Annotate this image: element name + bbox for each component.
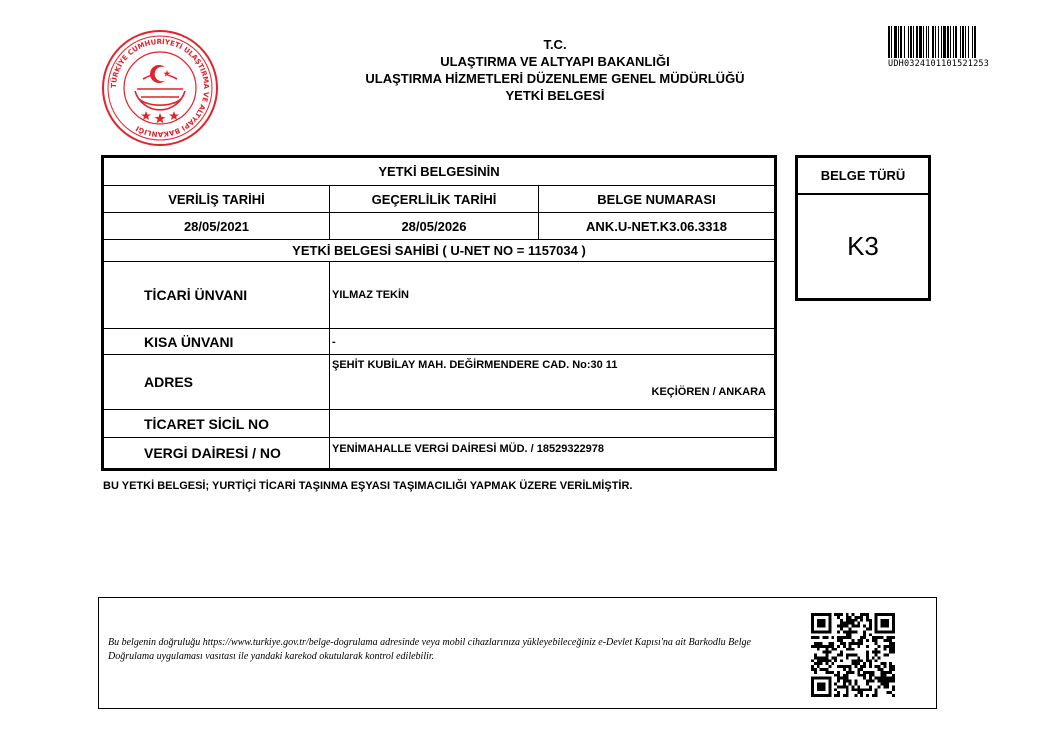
header-line-directorate: ULAŞTIRMA HİZMETLERİ DÜZENLEME GENEL MÜDÜRLÜĞÜ xyxy=(365,71,745,86)
table-header-row xyxy=(104,186,774,213)
header-line-ministry: ULAŞTIRMA VE ALTYAPI BAKANLIĞI xyxy=(440,54,670,69)
tax-label: VERGİ DAİRESİ / NO xyxy=(104,438,330,468)
short-name-label: KISA ÜNVANI xyxy=(104,329,330,354)
seal-ring-text: TÜRKİYE CUMHURİYETİ ULAŞTIRMA VE ALTYAPI BAKANLIĞI xyxy=(109,37,211,139)
short-name-value: - xyxy=(332,335,336,348)
tax-value: YENİMAHALLE VERGİ DAİRESİ MÜD. / 18529322978 xyxy=(332,443,605,455)
barcode-bars-icon xyxy=(888,26,1016,58)
crescent-star-icon xyxy=(150,65,171,83)
trade-name-row xyxy=(104,262,774,329)
address-label: ADRES xyxy=(104,355,330,409)
validity-date-value: 28/05/2026 xyxy=(330,213,539,239)
certificate-table xyxy=(101,155,777,471)
holder-heading: YETKİ BELGESİ SAHİBİ ( U-NET NO = 1157034 ) xyxy=(292,243,586,258)
table-values-row xyxy=(104,213,774,240)
registry-label: TİCARET SİCİL NO xyxy=(104,410,330,437)
trade-name-value: YILMAZ TEKİN xyxy=(332,289,409,301)
holder-heading-row xyxy=(104,240,774,262)
document-number-header: BELGE NUMARASI xyxy=(597,191,716,207)
validity-date-header: GEÇERLİLİK TARİHİ xyxy=(330,186,539,212)
ministry-seal-logo xyxy=(101,29,219,147)
document-number-value: ANK.U-NET.K3.06.3318 xyxy=(586,218,727,234)
address-line-1: ŞEHİT KUBİLAY MAH. DEĞİRMENDERE CAD. No:30 11 xyxy=(332,359,618,371)
issue-date-value: 28/05/2021 xyxy=(104,213,330,239)
address-value xyxy=(330,355,774,409)
address-row xyxy=(104,355,774,410)
barcode xyxy=(888,26,1016,69)
verification-text: Bu belgenin doğruluğu https://www.turkiye.gov.tr/belge-dogrulama adresinde veya mobil cihazlarınıza yükleyebileceğiniz e-Devlet Kapısı'na ait Barkodlu Belge Doğrulama uygulaması vasıtası ile yandaki karekod okutularak kontrol edilebilir. xyxy=(108,637,751,662)
barcode-number: UDH0324101101521253 xyxy=(888,59,990,69)
qr-code-icon xyxy=(811,613,895,697)
table-title: YETKİ BELGESİNİN xyxy=(378,164,500,179)
tax-row xyxy=(104,438,774,468)
document-type-label: BELGE TÜRÜ xyxy=(798,158,928,195)
document-type-value: K3 xyxy=(847,231,879,261)
scope-note: BU YETKİ BELGESİ; YURTİÇİ TİCARİ TAŞINMA EŞYASI TAŞIMACILIĞI YAPMAK ÜZERE VERİLMİŞTİR. xyxy=(103,480,633,492)
header-line-tc: T.C. xyxy=(543,37,567,52)
header-line-title: YETKİ BELGESİ xyxy=(505,88,605,103)
verification-footer xyxy=(98,597,937,709)
issue-date-header: VERİLİŞ TARİHİ xyxy=(104,186,330,212)
table-title-row xyxy=(104,158,774,186)
registry-value xyxy=(330,410,774,437)
document-header xyxy=(290,36,820,104)
registry-row xyxy=(104,410,774,438)
trade-name-label: TİCARİ ÜNVANI xyxy=(104,262,330,328)
short-name-row xyxy=(104,329,774,355)
document-type-box xyxy=(795,155,931,301)
address-line-2: KEÇİÖREN / ANKARA xyxy=(651,386,766,398)
